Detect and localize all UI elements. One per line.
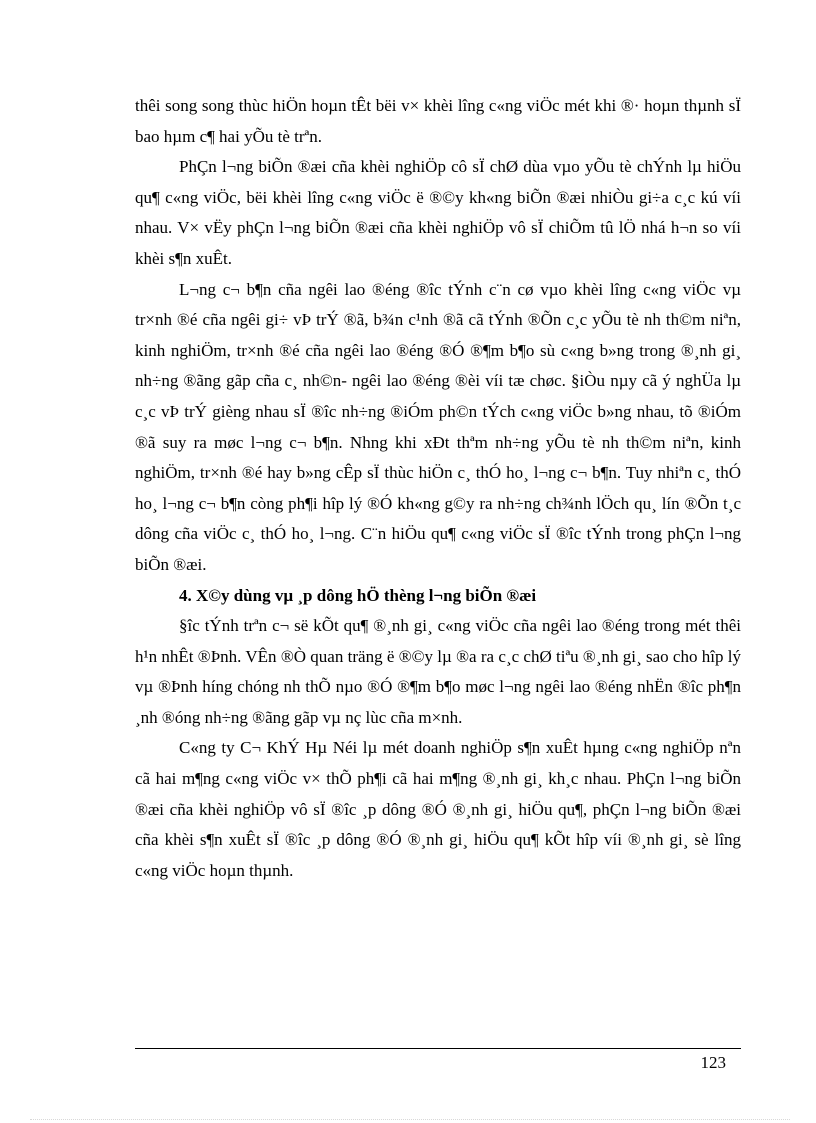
- page-bottom-border: [30, 1119, 790, 1120]
- paragraph-evaluation-basis: §îc tÝnh trªn c¬ së kÕt qu¶ ®¸nh gi¸ c«ng viÖc cña ngêi lao ®éng trong mét thêi h¹n nhÊt ®Þnh. VÊn ®Ò quan träng ë ®©y lµ ®a ra c¸c chØ tiªu ®¸nh gi¸ sao cho hîp lý vµ ®Þnh híng chóng nh thÕ nµo ®Ó ®¶m b¶o møc l¬ng ngêi lao ®éng nhËn ®îc ph¶n ¸nh ®óng nh÷ng ®ãng gãp vµ nç lùc cña m×nh.: [135, 616, 741, 727]
- paragraph-base-salary: L¬ng c¬ b¶n cña ngêi lao ®éng ®îc tÝnh c¨n cø vµo khèi lîng c«ng viÖc vµ tr×nh ®é cña ngêi gi÷ vÞ trÝ ®ã, b¾n c¹nh ®ã cã tÝnh ®Õn c¸c yÕu tè nh th©m niªn, kinh nghiÖm, tr×nh ®é cña ngêi lao ®éng ®Ó ®¶m b¶o sù c«ng b»ng trong ®¸nh gi¸ nh÷ng ®ãng gãp cña c¸ nh©n- ngêi lao ®éng ®èi víi tæ chøc. §iÒu nµy cã ý nghÜa lµ c¸c vÞ trÝ gièng nhau sÏ ®îc nh÷ng ®iÓm ph©n tÝch c«ng viÖc b»ng nhau, tõ ®iÓm ®ã suy ra møc l¬ng c¬ b¶n. Nhng khi xÐt thªm nh÷ng yÕu tè nh th©m niªn, kinh nghiÖm, tr×nh ®é hay b»ng cÊp sÏ thùc hiÖn c¸ thÓ ho¸ l¬ng c¬ b¶n. Tuy nhiªn c¸ thÓ ho¸ l¬ng c¬ b¶n còng ph¶i hîp lý ®Ó kh«ng g©y ra nh÷ng ch¾nh lÖch qu¸ lín ®Õn t¸c dông cña viÖc c¸ thÓ ho¸ l¬ng. C¨n hiÖu qu¶ c«ng viÖc sÏ ®îc tÝnh trong phÇn l¬ng biÕn ®æi.: [135, 279, 741, 574]
- section-heading: 4. X©y dùng vµ ¸p dông hÖ thèng l¬ng biÕn ®æi: [179, 585, 537, 605]
- paragraph-company-application: C«ng ty C¬ KhÝ Hµ Néi lµ mét doanh nghiÖp s¶n xuÊt hµng c«ng nghiÖp nªn cã hai m¶ng c«ng viÖc v× thÕ ph¶i cã hai m¶ng ®¸nh gi¸ kh¸c nhau. PhÇn l¬ng biÕn ®æi cña khèi nghiÖp vô sÏ ®îc ¸p dông ®Ó ®¸nh gi¸ hiÖu qu¶, phÇn l¬ng biÕn ®æi cña khèi s¶n xuÊt sÏ ®îc ¸p dông ®Ó ®¸nh gi¸ hiÖu qu¶ kÕt hîp víi ®¸nh gi¸ sè lîng c«ng viÖc hoµn thµnh.: [135, 738, 741, 880]
- paragraph-continuation: thêi song song thùc hiÖn hoµn tÊt bëi v× khèi lîng c«ng viÖc mét khi ®· hoµn thµnh sÏ bao hµm c¶ hai yÕu tè trªn.: [135, 96, 741, 146]
- paragraph-variable-pay-professional: PhÇn l¬ng biÕn ®æi cña khèi nghiÖp cô sÏ chØ dùa vµo yÕu tè chÝnh lµ hiÖu qu¶ c«ng viÖc, bëi khèi lîng c«ng viÖc ë ®©y kh«ng biÕn ®æi nhiÒu gi÷a c¸c kú víi nhau. V× vËy phÇn l¬ng biÕn ®æi cña khèi nghiÖp vô sÏ chiÕm tû lÖ nhá h¬n so víi khèi s¶n xuÊt.: [135, 157, 741, 268]
- page-number: 123: [700, 1053, 726, 1072]
- document-body: [135, 91, 741, 886]
- footer-rule: [135, 1048, 741, 1049]
